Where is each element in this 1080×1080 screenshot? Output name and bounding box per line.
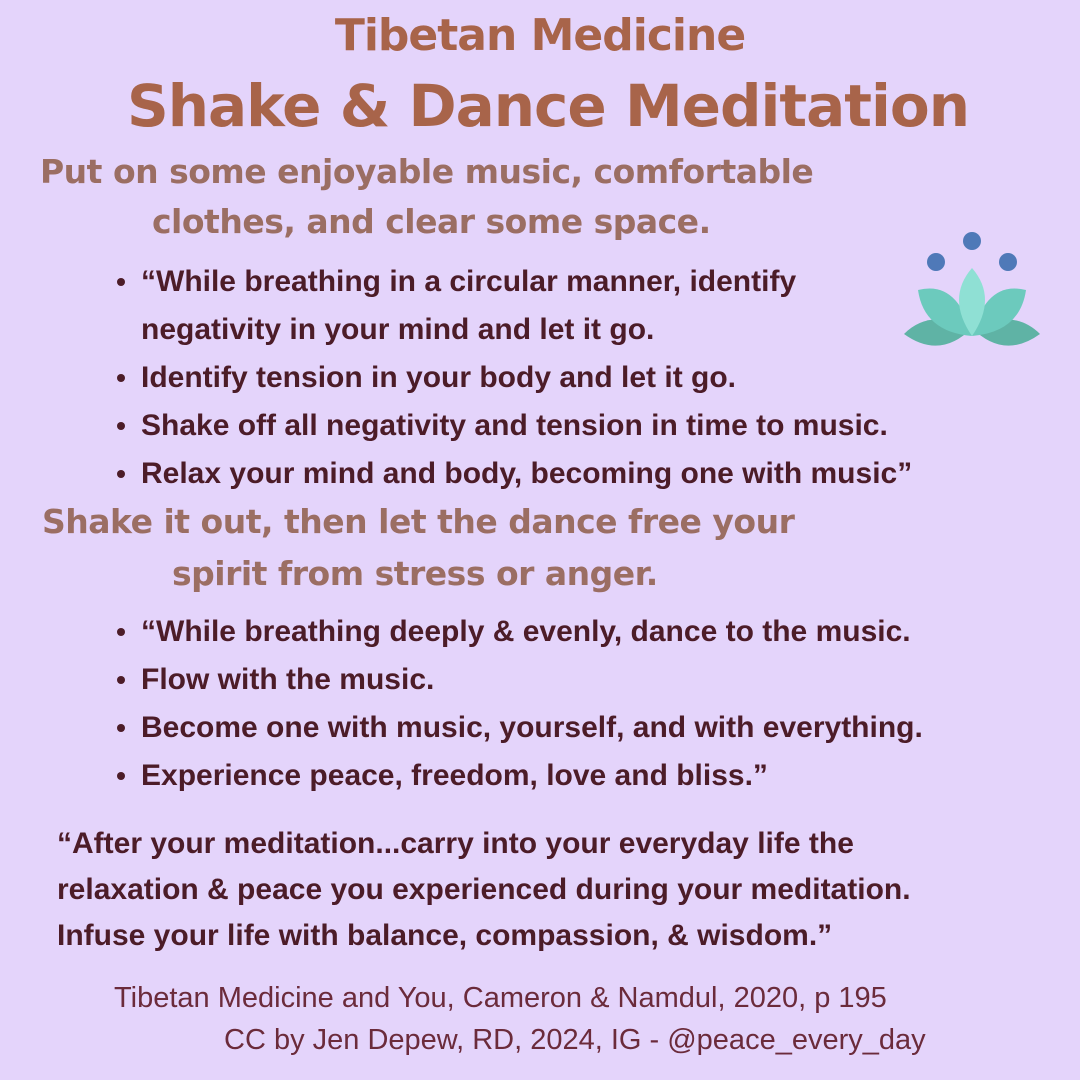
section1-bullet-2: Identify tension in your body and let it go. bbox=[141, 361, 737, 394]
section1-bullet-3: Shake off all negativity and tension in time to music. bbox=[141, 409, 888, 442]
section1-heading-line2: clothes, and clear some space. bbox=[152, 202, 711, 241]
list-item bbox=[115, 608, 923, 656]
list-item bbox=[115, 656, 923, 704]
section1-bullet-1: “While breathing in a circular manner, identify bbox=[141, 265, 797, 298]
list-item bbox=[115, 450, 912, 498]
list-item bbox=[115, 258, 912, 306]
lotus-icon bbox=[900, 228, 1045, 358]
title-line-2: Shake & Dance Meditation bbox=[126, 72, 970, 140]
section2-heading-line1: Shake it out, then let the dance free your bbox=[42, 502, 795, 541]
section2-bullet-3: Become one with music, yourself, and with everything. bbox=[141, 711, 923, 744]
list-item bbox=[115, 704, 923, 752]
title-line-1: Tibetan Medicine bbox=[334, 10, 746, 61]
list-item bbox=[115, 354, 912, 402]
section1-bullet-list bbox=[115, 258, 912, 498]
section2-heading-line2: spirit from stress or anger. bbox=[172, 554, 658, 593]
citation: Tibetan Medicine and You, Cameron & Namdul, 2020, p 195 bbox=[114, 982, 887, 1014]
section2-bullet-2: Flow with the music. bbox=[141, 663, 435, 696]
closing-quote bbox=[57, 821, 911, 959]
closing-quote-line-1: “After your meditation...carry into your everyday life the bbox=[57, 827, 854, 860]
section2-bullet-1: “While breathing deeply & evenly, dance to the music. bbox=[141, 615, 911, 648]
credit-line: CC by Jen Depew, RD, 2024, IG - @peace_every_day bbox=[224, 1024, 926, 1056]
section1-bullet-4: Relax your mind and body, becoming one with music” bbox=[141, 457, 913, 490]
closing-quote-line-3: Infuse your life with balance, compassion, & wisdom.” bbox=[57, 919, 833, 952]
list-item-continuation bbox=[115, 306, 912, 354]
closing-quote-line-2: relaxation & peace you experienced during your meditation. bbox=[57, 873, 911, 906]
section2-bullet-4: Experience peace, freedom, love and bliss.” bbox=[141, 759, 768, 792]
list-item bbox=[115, 752, 923, 800]
section1-heading-line1: Put on some enjoyable music, comfortable bbox=[40, 152, 814, 191]
section1-bullet-1-continuation: negativity in your mind and let it go. bbox=[141, 313, 655, 346]
list-item bbox=[115, 402, 912, 450]
section2-bullet-list bbox=[115, 608, 923, 800]
